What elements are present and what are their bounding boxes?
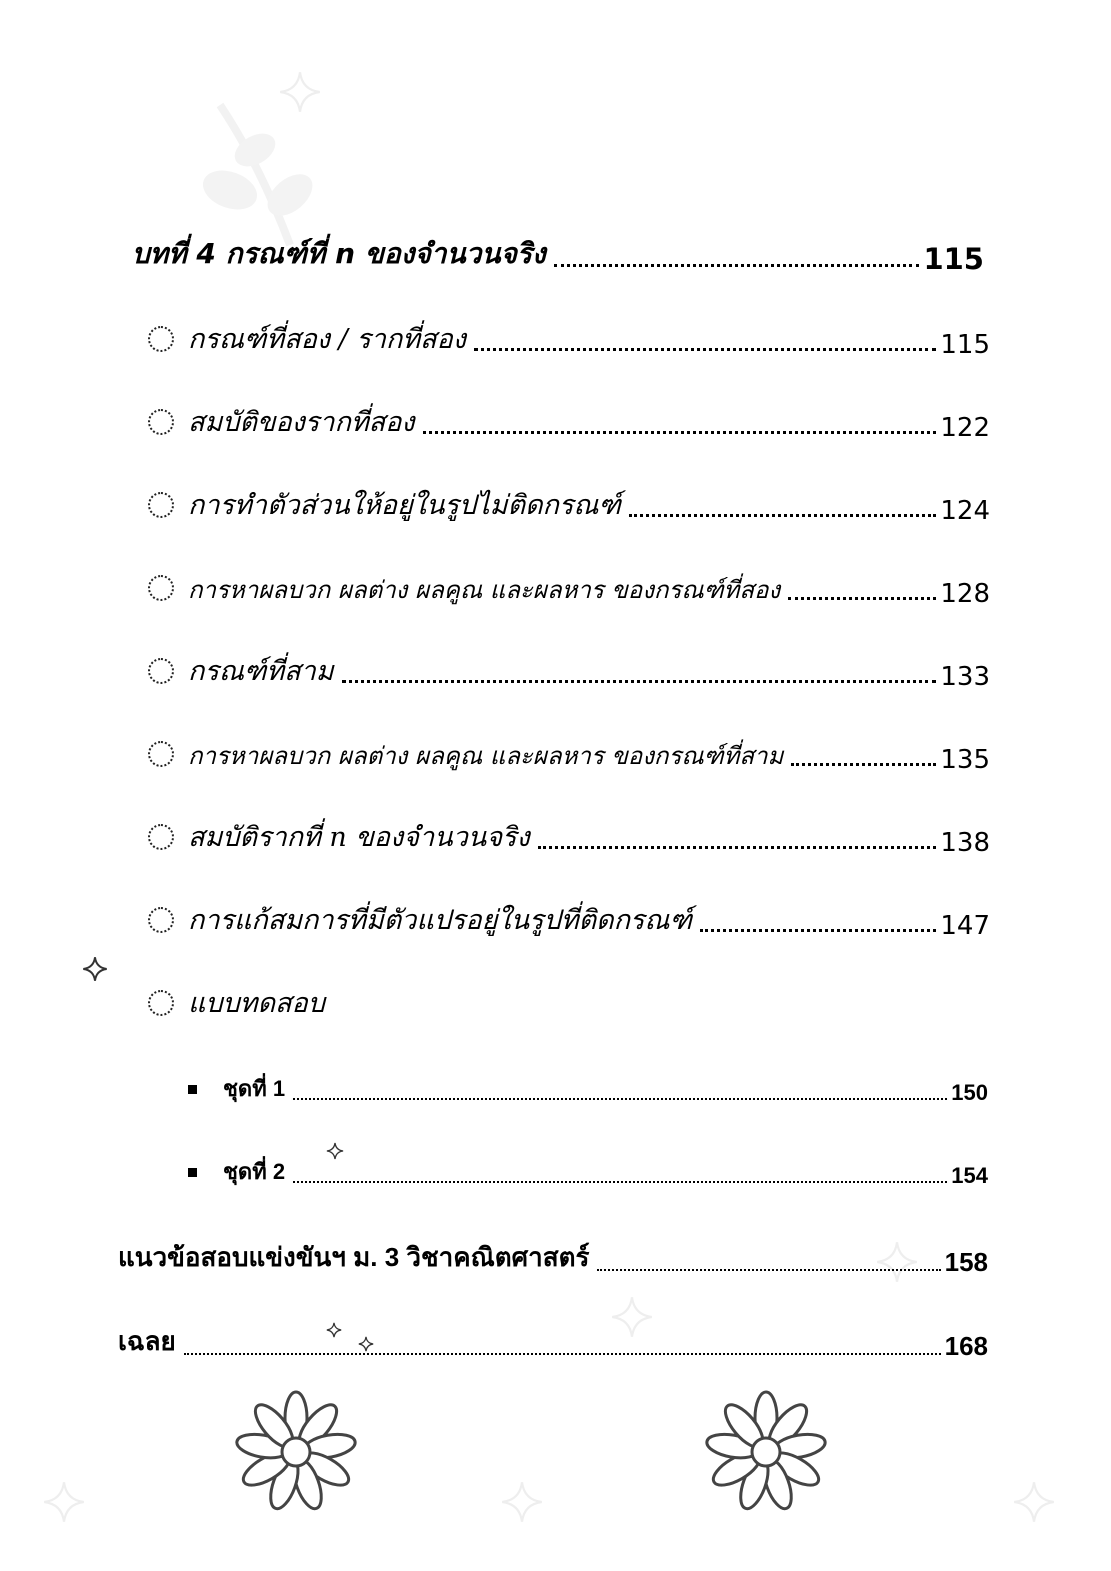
toc-section-row: [118, 1234, 988, 1278]
page-number: 154: [951, 1163, 988, 1188]
page-number: 168: [944, 1331, 988, 1361]
item-label: สมบัติของรากที่สอง: [188, 407, 415, 438]
flower-icon: [234, 1390, 358, 1514]
page-number: 115: [940, 330, 990, 360]
dot-leader: [597, 1269, 940, 1271]
circle-bullet-icon: [148, 575, 174, 601]
page-number: 158: [944, 1247, 988, 1277]
toc-item: [148, 482, 990, 526]
circle-bullet-icon: [148, 492, 174, 518]
toc-item: [148, 731, 990, 775]
toc-item: [148, 648, 990, 692]
page-number: 147: [940, 911, 990, 941]
sparkle-icon: [1012, 1480, 1056, 1524]
circle-bullet-icon: [148, 326, 174, 352]
dot-leader: [293, 1098, 947, 1100]
page-number: 150: [951, 1080, 988, 1105]
square-bullet-icon: [188, 1085, 197, 1094]
circle-bullet-icon: [148, 409, 174, 435]
item-label: การแก้สมการที่มีตัวแปรอยู่ในรูปที่ติดกรณฑ์: [188, 905, 692, 936]
section-label: เฉลย: [118, 1326, 176, 1356]
toc-subitem: [188, 1153, 988, 1189]
item-label: สมบัติรากที่ n ของจำนวนจริง: [188, 822, 530, 853]
section-label: แนวข้อสอบแข่งขันฯ ม. 3 วิชาคณิตศาสตร์: [118, 1242, 590, 1272]
subitem-label: ชุดที่ 2: [223, 1159, 286, 1184]
dot-leader: [342, 680, 937, 683]
toc-item: [148, 316, 990, 360]
dot-leader: [629, 514, 937, 517]
circle-bullet-icon: [148, 990, 174, 1016]
chapter-title: บทที่ 4 กรณฑ์ที่ n ของจำนวนจริง: [132, 237, 546, 270]
dot-leader: [293, 1181, 947, 1183]
dot-leader: [788, 597, 936, 600]
circle-bullet-icon: [148, 907, 174, 933]
square-bullet-icon: [188, 1168, 197, 1177]
page-number: 138: [940, 828, 990, 858]
item-label: กรณฑ์ที่สาม: [188, 656, 334, 687]
item-label: การทำตัวส่วนให้อยู่ในรูปไม่ติดกรณฑ์: [188, 490, 621, 521]
dot-leader: [700, 929, 936, 932]
toc-chapter-row: [132, 232, 984, 276]
circle-bullet-icon: [148, 741, 174, 767]
page-number: 122: [940, 413, 990, 443]
page-number: 115: [923, 242, 984, 276]
item-label: การหาผลบวก ผลต่าง ผลคูณ และผลหาร ของกรณฑ์ที่สาม: [188, 742, 784, 770]
toc-item: [148, 897, 990, 941]
sparkle-icon: [82, 956, 108, 982]
sparkle-icon: [278, 70, 322, 114]
flower-icon: [704, 1390, 828, 1514]
page-number: 124: [940, 496, 990, 526]
item-label: กรณฑ์ที่สอง / รากที่สอง: [188, 324, 466, 355]
subitem-label: ชุดที่ 1: [223, 1076, 286, 1101]
dot-leader: [184, 1353, 941, 1355]
dot-leader: [791, 763, 936, 766]
item-label: การหาผลบวก ผลต่าง ผลคูณ และผลหาร ของกรณฑ์ที่สอง: [188, 576, 781, 604]
page-number: 135: [940, 745, 990, 775]
dot-leader: [538, 846, 937, 849]
circle-bullet-icon: [148, 824, 174, 850]
toc-item: [148, 399, 990, 443]
sparkle-icon: [500, 1480, 544, 1524]
toc-item: [148, 980, 990, 1024]
toc-subitem: [188, 1070, 988, 1106]
item-label: แบบทดสอบ: [188, 988, 325, 1019]
toc-item: [148, 565, 990, 609]
dot-leader: [554, 264, 920, 267]
page-number: 133: [940, 662, 990, 692]
dot-leader: [474, 348, 936, 351]
dot-leader: [423, 431, 937, 434]
page-number: 128: [940, 579, 990, 609]
toc-section-row: [118, 1318, 988, 1362]
circle-bullet-icon: [148, 658, 174, 684]
toc-item: [148, 814, 990, 858]
leaf-watermark: [200, 95, 320, 255]
sparkle-icon: [42, 1480, 86, 1524]
